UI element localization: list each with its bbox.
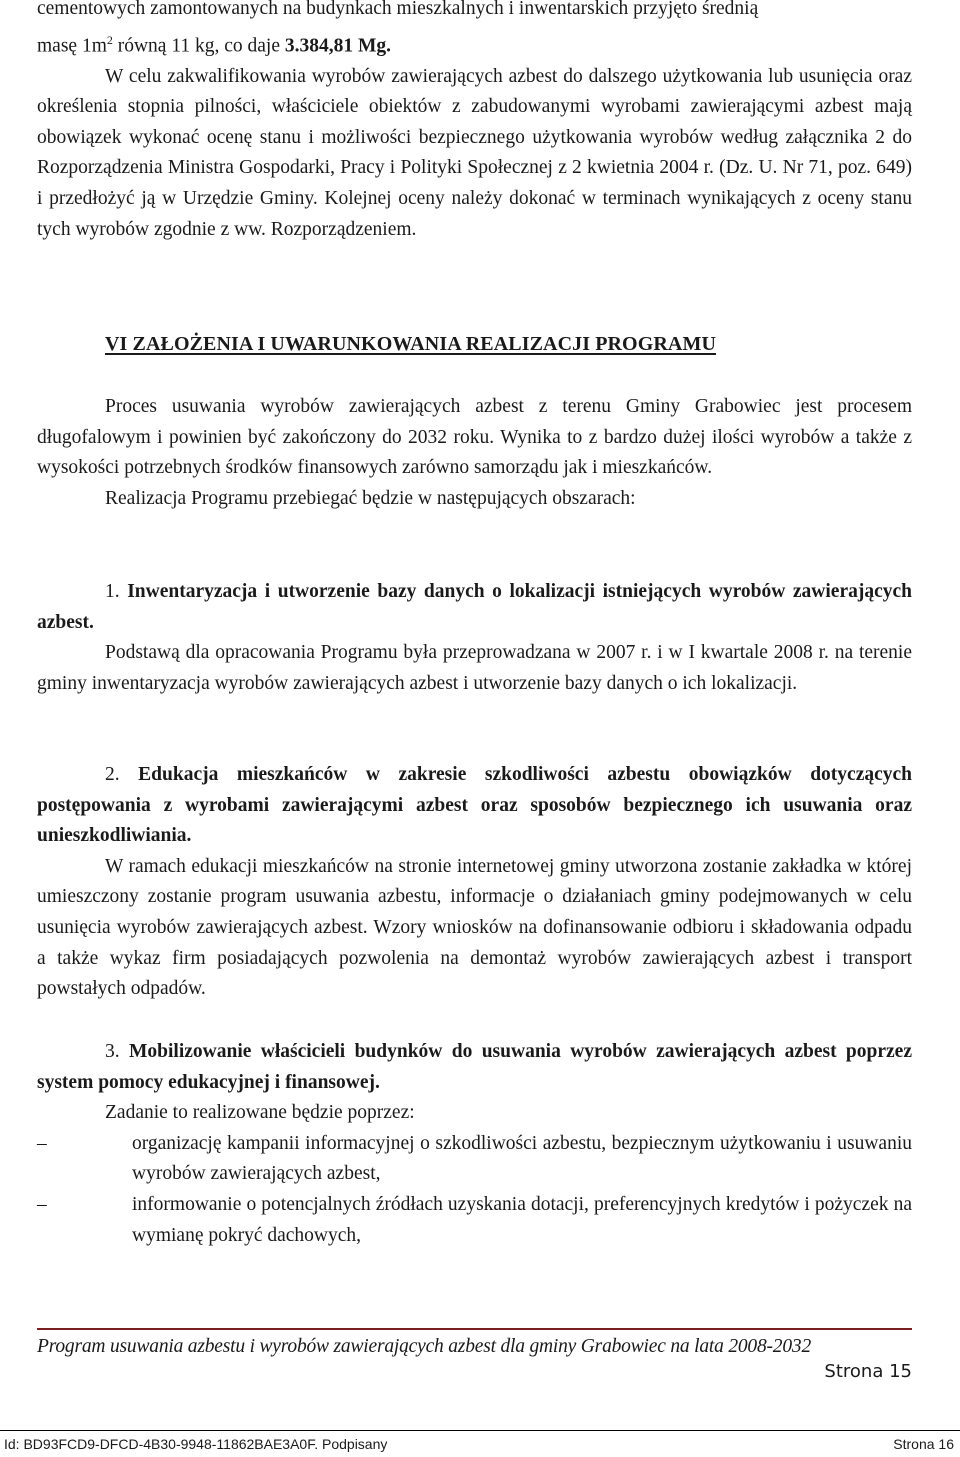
item-1: [37, 577, 912, 699]
dash-bullet: –: [37, 1132, 47, 1154]
item-3-heading: Mobilizowanie właścicieli budynków do usuwania wyrobów zawierających azbest poprzez system pomocy edukacyjnej i finansowej.: [37, 1041, 912, 1093]
page-number-right: Strona 16: [893, 1436, 954, 1452]
superscript-2: 2: [106, 32, 113, 47]
item-1-title: [37, 577, 912, 638]
item-2-body: W ramach edukacji mieszkańców na stronie internetowej gminy utworzona zostanie zakładka w której umieszczony zostanie program usuwania azbestu, informacje o działaniach gminy podejmowanych w celu usunięcia wyrobów zawierających azbest. Wzory wniosków na dofinansowanie odbioru i składowania odpadu a także wykaz firm posiadających pozwolenia na demontaż wyrobów zawierających azbest i transport powstałych odpadów.: [37, 855, 912, 1000]
intro-line-2-mid: równą 11 kg, co daje: [112, 35, 285, 57]
intro-line-2: [37, 25, 912, 62]
intro-paragraph: W celu zakwalifikowania wyrobów zawierających azbest do dalszego użytkowania lub usunięcia oraz określenia stopnia pilności, właściciele obiektów z zabudowanymi wyrobami zawierającymi azbest mają obowiązek wykonać ocenę stanu i możliwości bezpiecznego użytkowania wyrobów według załącznika 2 do Rozporządzenia Ministra Gospodarki, Pracy i Polityki Społecznej z 2 kwietnia 2004 r. (Dz. U. Nr 71, poz. 649) i przedłożyć ją w Urzędzie Gminy. Kolejnej oceny należy dokonać w terminach wynikających z oceny stanu tych wyrobów zgodnie z ww. Rozporządzeniem.: [37, 65, 912, 240]
item-3-body: Zadanie to realizowane będzie poprzez:: [105, 1102, 415, 1124]
section-paragraph-2: Realizacja Programu przebiegać będzie w następujących obszarach:: [105, 487, 636, 509]
item-2-number: 2.: [105, 764, 139, 785]
intro-mass-value: 3.384,81 Mg.: [284, 35, 392, 57]
intro-line-2-text: masę 1m: [37, 35, 107, 57]
item-1-body: Podstawą dla opracowania Programu była przeprowadzana w 2007 r. i w I kwartale 2008 r. na terenie gminy inwentaryzacja wyrobów zawierających azbest i utworzenie bazy danych o ich lokalizacji.: [37, 642, 912, 694]
footer-rule: [37, 1328, 912, 1330]
item-1-heading: Inwentaryzacja i utworzenie bazy danych o lokalizacji istniejących wyrobów zawierających azbest.: [37, 581, 912, 633]
section-heading: VI ZAŁOŻENIA I UWARUNKOWANIA REALIZACJI PROGRAMU: [105, 333, 716, 355]
item-2: [37, 760, 912, 1005]
signature-rule: [0, 1430, 960, 1431]
dash-bullet: –: [37, 1193, 47, 1215]
footer-program-title: Program usuwania azbestu i wyrobów zawierających azbest dla gminy Grabowiec na lata 2008-2032: [37, 1336, 812, 1357]
item-3-number: 3.: [105, 1041, 129, 1062]
list-item-text: organizację kampanii informacyjnej o szkodliwości azbestu, bezpiecznym użytkowaniu i usuwaniu wyrobów zawierających azbest,: [132, 1132, 912, 1185]
list-item-text: informowanie o potencjalnych źródłach uzyskania dotacji, preferencyjnych kredytów i pożyczek na wymianę pokryć dachowych,: [132, 1193, 912, 1246]
document-id: Id: BD93FCD9-DFCD-4B30-9948-11862BAE3A0F. Podpisany: [4, 1436, 388, 1452]
intro-line-1: cementowych zamontowanych na budynkach mieszkalnych i inwentarskich przyjęto średnią: [37, 0, 759, 19]
item-3: [37, 1037, 912, 1251]
section-paragraph-1: Proces usuwania wyrobów zawierających azbest z terenu Gminy Grabowiec jest procesem długofalowym i powinien być zakończony do 2032 roku. Wynika to z bardzo dużej ilości wyrobów a także z wysokości potrzebnych środków finansowych zarówno samorządu jak i mieszkańców.: [37, 396, 912, 479]
item-2-title: [37, 760, 912, 852]
item-1-number: 1.: [105, 581, 128, 602]
item-3-bullet-list: [0, 1129, 912, 1251]
list-item: [0, 1190, 912, 1251]
list-item: [0, 1129, 912, 1190]
footer-page-number: Strona 15: [824, 1361, 912, 1382]
item-3-title: [37, 1037, 912, 1098]
item-2-heading: Edukacja mieszkańców w zakresie szkodliwości azbestu obowiązków dotyczących postępowania z wyrobami zawierającymi azbest oraz sposobów bezpiecznego ich usuwania oraz unieszkodliwiania.: [37, 764, 912, 847]
